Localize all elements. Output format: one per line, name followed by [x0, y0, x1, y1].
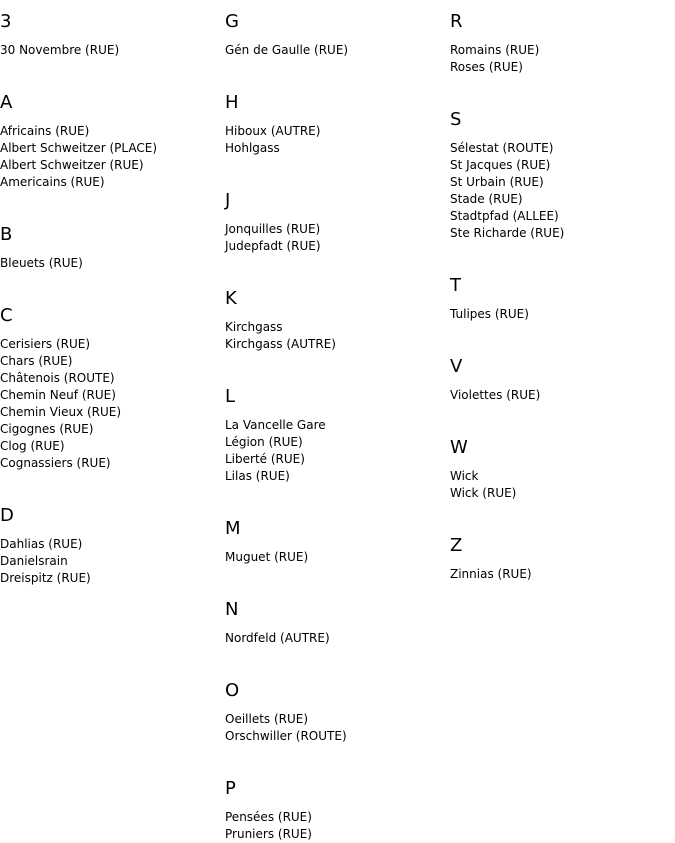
section-spacer — [0, 59, 222, 91]
street-link[interactable]: Cigognes (RUE) — [0, 422, 94, 436]
street-link[interactable]: Africains (RUE) — [0, 124, 90, 138]
street-list — [0, 42, 222, 59]
letter-section — [225, 10, 447, 91]
street-link[interactable]: Oeillets (RUE) — [225, 712, 309, 726]
section-letter-heading: T — [450, 275, 461, 296]
street-list — [225, 417, 447, 485]
street-list — [225, 123, 447, 157]
letter-section — [0, 223, 222, 304]
street-list — [225, 319, 447, 353]
section-spacer — [225, 485, 447, 517]
street-link[interactable]: Ste Richarde (RUE) — [450, 226, 565, 240]
street-link[interactable]: Stade (RUE) — [450, 192, 523, 206]
street-link[interactable]: St Urbain (RUE) — [450, 175, 544, 189]
street-link[interactable]: Wick — [450, 469, 479, 483]
section-spacer — [450, 242, 672, 274]
section-letter-heading: P — [225, 778, 236, 799]
street-link[interactable]: Chemin Vieux (RUE) — [0, 405, 122, 419]
street-link[interactable]: Wick (RUE) — [450, 486, 517, 500]
letter-section — [0, 91, 222, 223]
section-spacer — [225, 745, 447, 777]
section-letter-heading: B — [0, 224, 13, 245]
letter-section — [225, 189, 447, 287]
street-link[interactable]: Violettes (RUE) — [450, 388, 541, 402]
section-letter-heading: W — [450, 437, 468, 458]
street-link[interactable]: Orschwiller (ROUTE) — [225, 729, 347, 743]
street-link[interactable]: Albert Schweitzer (PLACE) — [0, 141, 158, 155]
section-letter-heading: O — [225, 680, 240, 701]
section-spacer — [225, 59, 447, 91]
street-list — [225, 549, 447, 566]
street-link[interactable]: Liberté (RUE) — [225, 452, 305, 466]
street-link[interactable]: Danielsrain — [0, 554, 68, 568]
street-link[interactable]: Hiboux (AUTRE) — [225, 124, 321, 138]
street-link[interactable]: Châtenois (ROUTE) — [0, 371, 115, 385]
street-link[interactable]: Cerisiers (RUE) — [0, 337, 91, 351]
section-letter-heading: D — [0, 505, 14, 526]
street-link[interactable]: Judepfadt (RUE) — [225, 239, 321, 253]
street-link[interactable]: Dahlias (RUE) — [0, 537, 83, 551]
street-link[interactable]: Bleuets (RUE) — [0, 256, 83, 270]
section-spacer — [225, 353, 447, 385]
letter-section — [225, 287, 447, 385]
section-letter-heading: 3 — [0, 11, 12, 32]
street-list — [0, 123, 222, 191]
street-link[interactable]: Hohlgass — [225, 141, 280, 155]
section-spacer — [0, 472, 222, 504]
street-index-column-1 — [0, 10, 222, 587]
street-link[interactable]: La Vancelle Gare — [225, 418, 326, 432]
street-list — [450, 140, 672, 242]
letter-section — [450, 436, 672, 534]
section-letter-heading: J — [225, 190, 231, 211]
section-letter-heading: S — [450, 109, 462, 130]
letter-section — [450, 108, 672, 274]
street-list — [0, 336, 222, 472]
street-link[interactable]: Pruniers (RUE) — [225, 827, 312, 841]
letter-section — [0, 304, 222, 504]
street-link[interactable]: Sélestat (ROUTE) — [450, 141, 554, 155]
section-letter-heading: R — [450, 11, 463, 32]
street-link[interactable]: Albert Schweitzer (RUE) — [0, 158, 144, 172]
letter-section — [225, 679, 447, 777]
street-list — [225, 711, 447, 745]
street-list — [0, 536, 222, 587]
street-link[interactable]: Kirchgass — [225, 320, 283, 334]
section-spacer — [225, 566, 447, 598]
street-index-column-3 — [450, 10, 672, 583]
letter-section — [450, 274, 672, 355]
section-spacer — [0, 191, 222, 223]
street-link[interactable]: Roses (RUE) — [450, 60, 523, 74]
section-spacer — [225, 255, 447, 287]
letter-section — [0, 504, 222, 587]
section-letter-heading: M — [225, 518, 241, 539]
section-letter-heading: H — [225, 92, 239, 113]
section-letter-heading: A — [0, 92, 13, 113]
street-link[interactable]: Gén de Gaulle (RUE) — [225, 43, 349, 57]
section-letter-heading: V — [450, 356, 463, 377]
letter-section — [450, 355, 672, 436]
section-letter-heading: G — [225, 11, 239, 32]
section-spacer — [450, 502, 672, 534]
street-list — [450, 42, 672, 76]
street-link[interactable]: Kirchgass (AUTRE) — [225, 337, 336, 351]
section-spacer — [450, 404, 672, 436]
street-list — [0, 255, 222, 272]
street-list — [225, 809, 447, 843]
street-link[interactable]: Muguet (RUE) — [225, 550, 309, 564]
street-index-column-2 — [225, 10, 447, 843]
letter-section — [225, 91, 447, 189]
section-letter-heading: C — [0, 305, 13, 326]
section-letter-heading: K — [225, 288, 237, 309]
street-link[interactable]: Chemin Neuf (RUE) — [0, 388, 116, 402]
street-link[interactable]: Romains (RUE) — [450, 43, 540, 57]
street-link[interactable]: St Jacques (RUE) — [450, 158, 551, 172]
letter-section — [450, 10, 672, 108]
street-list — [225, 221, 447, 255]
street-link[interactable]: Chars (RUE) — [0, 354, 73, 368]
street-link[interactable]: Stadtpfad (ALLEE) — [450, 209, 559, 223]
letter-section — [225, 385, 447, 517]
street-link[interactable]: Pensées (RUE) — [225, 810, 312, 824]
section-spacer — [450, 76, 672, 108]
section-spacer — [225, 157, 447, 189]
street-link[interactable]: Zinnias (RUE) — [450, 567, 532, 581]
street-link[interactable]: Dreispitz (RUE) — [0, 571, 91, 585]
street-link[interactable]: Cognassiers (RUE) — [0, 456, 111, 470]
section-spacer — [0, 272, 222, 304]
street-link[interactable]: Americains (RUE) — [0, 175, 105, 189]
street-link[interactable]: 30 Novembre (RUE) — [0, 43, 120, 57]
street-link[interactable]: Lilas (RUE) — [225, 469, 290, 483]
street-list — [225, 630, 447, 647]
letter-section — [225, 777, 447, 843]
letter-section — [450, 534, 672, 583]
section-letter-heading: N — [225, 599, 239, 620]
street-link[interactable]: Légion (RUE) — [225, 435, 303, 449]
street-link[interactable]: Tulipes (RUE) — [450, 307, 529, 321]
letter-section — [0, 10, 222, 91]
street-list — [450, 387, 672, 404]
section-spacer — [450, 323, 672, 355]
section-letter-heading: Z — [450, 535, 463, 556]
street-link[interactable]: Clog (RUE) — [0, 439, 65, 453]
street-link[interactable]: Jonquilles (RUE) — [225, 222, 321, 236]
street-list — [450, 468, 672, 502]
street-list — [450, 566, 672, 583]
letter-section — [225, 598, 447, 679]
section-letter-heading: L — [225, 386, 236, 407]
letter-section — [225, 517, 447, 598]
street-list — [450, 306, 672, 323]
street-list — [225, 42, 447, 59]
section-spacer — [225, 647, 447, 679]
street-link[interactable]: Nordfeld (AUTRE) — [225, 631, 330, 645]
